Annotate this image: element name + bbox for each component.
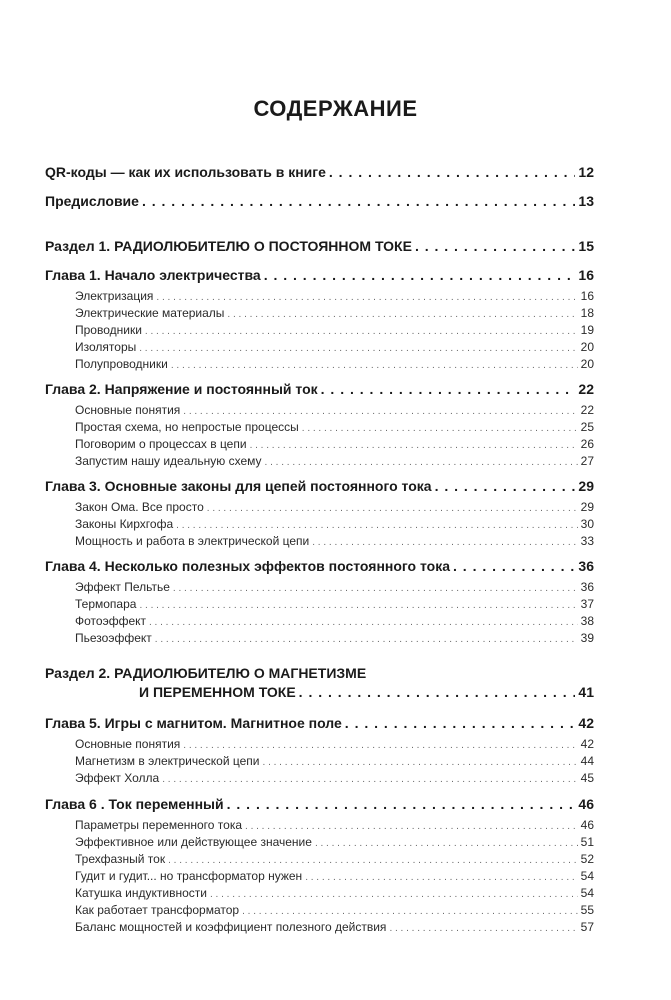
toc-item[interactable]: Гудит и гудит... но трансформатор нужен . . . 54	[75, 869, 594, 883]
toc-item[interactable]: Как работает трансформатор . . . 55	[75, 903, 594, 917]
toc-item[interactable]: Простая схема, но непростые процессы . . . 25	[75, 420, 594, 434]
toc-chapter-3[interactable]: Глава 3. Основные законы для цепей постоянного тока . . . 29	[45, 478, 594, 494]
toc-item[interactable]: Катушка индуктивности . . . 54	[75, 886, 594, 900]
toc-item[interactable]: Электрические материалы . . . 18	[75, 306, 594, 320]
toc-item[interactable]: Фотоэффект . . . 38	[75, 614, 594, 628]
toc-item[interactable]: Термопара . . . 37	[75, 597, 594, 611]
toc-item[interactable]: Эффективное или действующее значение . . . 51	[75, 835, 594, 849]
toc-section-1[interactable]: Раздел 1. РАДИОЛЮБИТЕЛЮ О ПОСТОЯННОМ ТОКЕ . . . 15	[45, 238, 594, 254]
toc-item[interactable]: Баланс мощностей и коэффициент полезного действия . . . 57	[75, 920, 594, 934]
toc-item[interactable]: Магнетизм в электрической цепи . . . 44	[75, 754, 594, 768]
toc-chapter-5[interactable]: Глава 5. Игры с магнитом. Магнитное поле . . . 42	[45, 715, 594, 731]
toc-item[interactable]: Проводники . . . 19	[75, 323, 594, 337]
toc-item[interactable]: Закон Ома. Все просто . . . 29	[75, 500, 594, 514]
toc-chapter-6[interactable]: Глава 6 . Ток переменный . . . 46	[45, 796, 594, 812]
page-title: СОДЕРЖАНИЕ	[253, 96, 418, 121]
toc-item[interactable]: Эффект Холла . . . 45	[75, 771, 594, 785]
toc-item[interactable]: Поговорим о процессах в цепи . . . 26	[75, 437, 594, 451]
toc-item[interactable]: Эффект Пельтье . . . 36	[75, 580, 594, 594]
toc-item[interactable]: Пьезоэффект . . . 39	[75, 631, 594, 645]
toc-chapter-4[interactable]: Глава 4. Несколько полезных эффектов постоянного тока . . . 36	[45, 558, 594, 574]
toc-item[interactable]: Параметры переменного тока . . . 46	[75, 818, 594, 832]
toc-item[interactable]: Запустим нашу идеальную схему . . . 27	[75, 454, 594, 468]
toc-chapter-1[interactable]: Глава 1. Начало электричества . . . 16	[45, 267, 594, 283]
toc-item[interactable]: Трехфазный ток . . . 52	[75, 852, 594, 866]
toc-item[interactable]: Полупроводники . . . 20	[75, 357, 594, 371]
toc-item[interactable]: Основные понятия . . . 42	[75, 737, 594, 751]
toc-item[interactable]: Законы Кирхгофа . . . 30	[75, 517, 594, 531]
toc-entry-preface[interactable]: Предисловие . . . 13	[45, 193, 594, 209]
toc-entry-qr[interactable]: QR-коды — как их использовать в книге . . . 12	[45, 164, 594, 180]
toc-section-2[interactable]: И ПЕРЕМЕННОМ ТОКЕ . . . 41	[139, 684, 594, 700]
toc-chapter-2[interactable]: Глава 2. Напряжение и постоянный ток . . . 22	[45, 381, 594, 397]
toc-item[interactable]: Основные понятия . . . 22	[75, 403, 594, 417]
toc-item[interactable]: Изоляторы . . . 20	[75, 340, 594, 354]
toc-item[interactable]: Мощность и работа в электрической цепи . . . 33	[75, 534, 594, 548]
toc-item[interactable]: Электризация . . . 16	[75, 289, 594, 303]
toc-section-2-line1[interactable]: Раздел 2. РАДИОЛЮБИТЕЛЮ О МАГНЕТИЗМЕ	[45, 665, 367, 681]
